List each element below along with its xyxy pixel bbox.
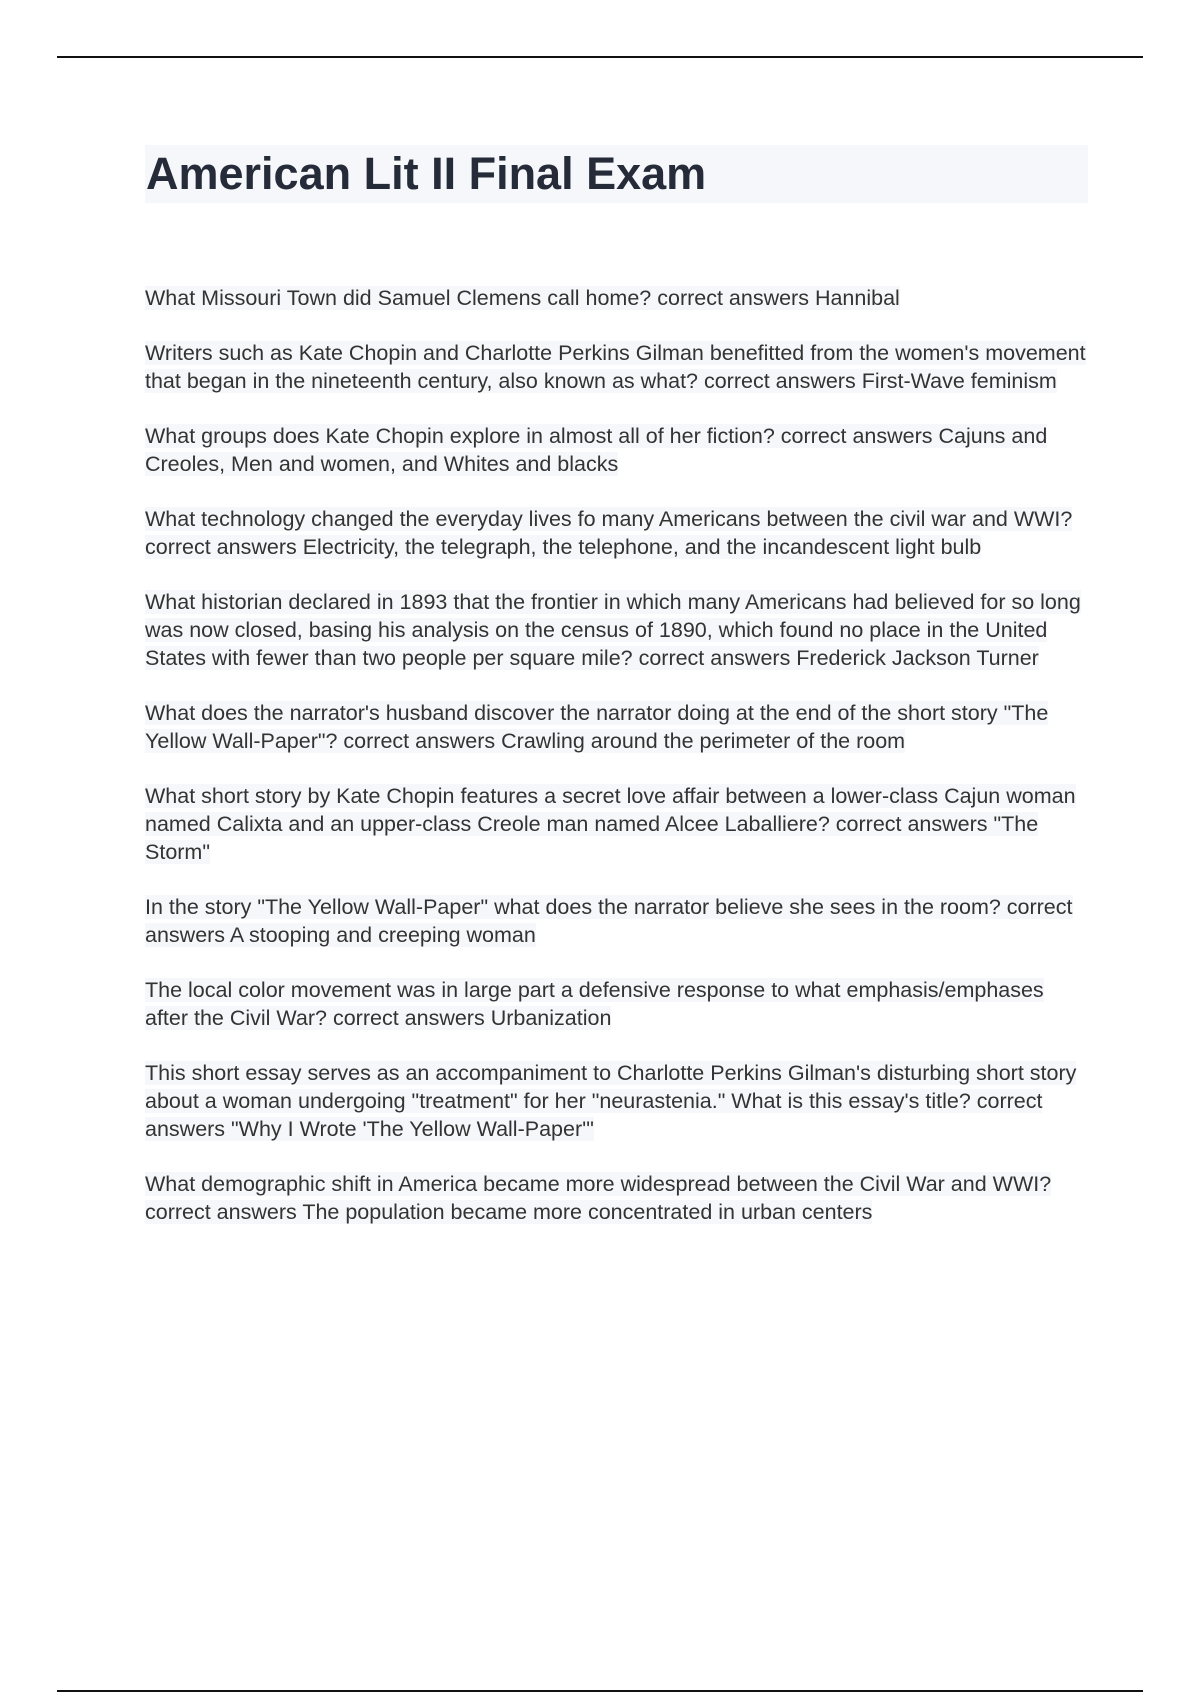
qa-text: What short story by Kate Chopin features a secret love affair between a lower-class Cajun woman named Calixta and an upper-class Creole man named Alcee Laballiere? correct answers "The Storm" — [145, 784, 1076, 864]
qa-text: Writers such as Kate Chopin and Charlotte Perkins Gilman benefitted from the women's movement that began in the nineteenth century, also known as what? correct answers First-Wave feminism — [145, 341, 1086, 393]
qa-item-4 — [145, 505, 1090, 561]
header-rule — [57, 56, 1143, 58]
qa-text: The local color movement was in large part a defensive response to what emphasis/emphases after the Civil War? correct answers Urbanization — [145, 978, 1044, 1030]
qa-item-11 — [145, 1170, 1090, 1226]
qa-item-9 — [145, 976, 1090, 1032]
qa-text: What historian declared in 1893 that the frontier in which many Americans had believed for so long was now closed, basing his analysis on the census of 1890, which found no place in the United States with fewer than two people per square mile? correct answers Frederick Jackson Turner — [145, 590, 1081, 670]
qa-text: What does the narrator's husband discover the narrator doing at the end of the short story "The Yellow Wall-Paper"? correct answers Crawling around the perimeter of the room — [145, 701, 1049, 753]
footer-rule — [57, 1690, 1143, 1692]
qa-item-3 — [145, 422, 1090, 478]
qa-text: What Missouri Town did Samuel Clemens call home? correct answers Hannibal — [145, 286, 900, 310]
qa-item-6 — [145, 699, 1090, 755]
qa-item-7 — [145, 782, 1090, 866]
qa-item-1 — [145, 284, 1090, 312]
qa-item-10 — [145, 1059, 1090, 1143]
qa-item-2 — [145, 339, 1090, 395]
qa-text: In the story "The Yellow Wall-Paper" what does the narrator believe she sees in the room? correct answers A stooping and creeping woman — [145, 895, 1073, 947]
qa-list — [145, 284, 1090, 1253]
qa-text: What demographic shift in America became more widespread between the Civil War and WWI? correct answers The population became more concentrated in urban centers — [145, 1172, 1052, 1224]
qa-text: This short essay serves as an accompaniment to Charlotte Perkins Gilman's disturbing short story about a woman undergoing "treatment" for her "neurastenia." What is this essay's title? correct answers "Why I Wrote 'The Yellow Wall-Paper'" — [145, 1061, 1077, 1141]
qa-text: What groups does Kate Chopin explore in almost all of her fiction? correct answers Cajuns and Creoles, Men and women, and Whites and blacks — [145, 424, 1048, 476]
qa-item-5 — [145, 588, 1090, 672]
qa-item-8 — [145, 893, 1090, 949]
page-title: American Lit II Final Exam — [145, 145, 1088, 203]
qa-text: What technology changed the everyday lives fo many Americans between the civil war and WWI? correct answers Electricity, the telegraph, the telephone, and the incandescent light bulb — [145, 507, 1073, 559]
